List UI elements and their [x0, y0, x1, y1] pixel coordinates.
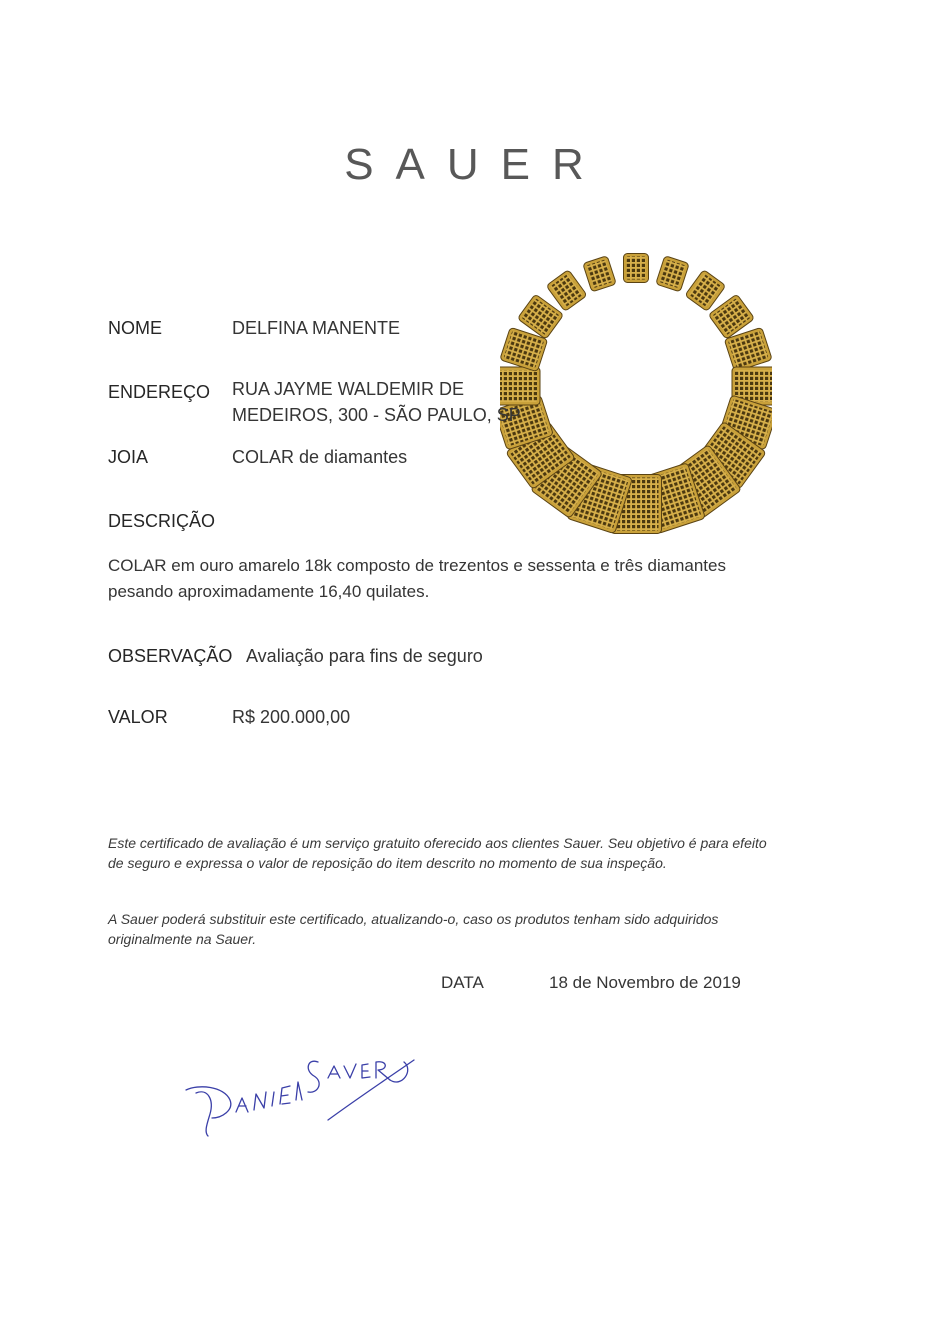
endereco-line-2: MEDEIROS, 300 - SÃO PAULO, SP	[232, 405, 521, 425]
valor-label: VALOR	[108, 707, 168, 727]
necklace-link	[519, 296, 561, 337]
nome-value: DELFINA MANENTE	[232, 318, 401, 338]
endereco-label: ENDEREÇO	[108, 382, 211, 402]
necklace-link	[502, 329, 546, 370]
joia-value: COLAR de diamantes	[232, 447, 408, 467]
necklace-link	[548, 272, 585, 310]
valor-value: R$ 200.000,00	[232, 707, 351, 727]
nome-label: NOME	[108, 318, 162, 338]
descricao-text: COLAR em ouro amarelo 18k composto de trezentos e sessenta e três diamantes pesando aproximadamente 16,40 quilates.	[108, 556, 726, 601]
necklace-link	[726, 329, 770, 370]
necklace-link	[625, 255, 647, 281]
date-label: DATA	[441, 973, 484, 992]
necklace-link	[710, 296, 752, 337]
observacao-value: Avaliação para fins de seguro	[246, 646, 483, 666]
necklace-link	[687, 272, 724, 310]
necklace-link	[500, 369, 539, 404]
necklace-image	[500, 250, 772, 535]
observacao-label: OBSERVAÇÃO	[108, 646, 233, 666]
date-value: 18 de Novembro de 2019	[549, 973, 741, 992]
necklace-link	[585, 258, 615, 290]
disclaimer-paragraph-2: A Sauer poderá substituir este certificado, atualizando-o, caso os produtos tenham sido adquiridos originalmente na Sauer.	[108, 911, 719, 947]
signature-image	[178, 1048, 423, 1156]
descricao-label: DESCRIÇÃO	[108, 511, 216, 531]
necklace-link	[658, 258, 688, 290]
joia-label: JOIA	[108, 447, 149, 467]
disclaimer-paragraph-1: Este certificado de avaliação é um serviço gratuito oferecido aos clientes Sauer. Seu objetivo é para efeito de seguro e expressa o valor de reposição do item descrito no momento de sua inspeção.	[108, 835, 767, 871]
brand-logo: SAUER	[344, 140, 606, 189]
endereco-line-1: RUA JAYME WALDEMIR DE	[232, 379, 465, 399]
